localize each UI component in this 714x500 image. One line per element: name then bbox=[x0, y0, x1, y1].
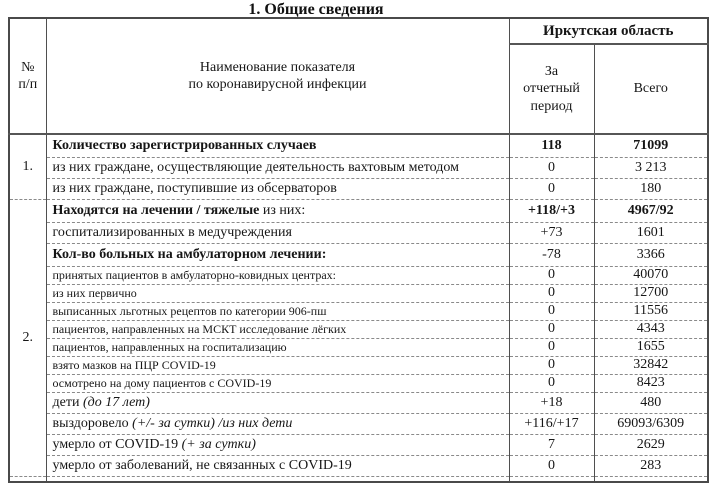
value-period: 0 bbox=[509, 374, 594, 392]
indicator-label-part: из них граждане, осуществляющие деятельность вахтовым методом bbox=[52, 159, 459, 175]
table-row bbox=[9, 302, 708, 320]
value-period: -78 bbox=[509, 243, 594, 266]
value-total: 4343 bbox=[594, 320, 708, 338]
value-period: 0 bbox=[509, 455, 594, 476]
indicator-label bbox=[46, 302, 509, 320]
value-total: 3366 bbox=[594, 243, 708, 266]
col-header-indicator bbox=[46, 18, 509, 134]
next-row-cutoff bbox=[9, 476, 708, 482]
indicator-label-part: дети bbox=[52, 394, 83, 410]
table-row bbox=[9, 392, 708, 413]
cutoff-cell bbox=[9, 476, 46, 482]
indicator-label bbox=[46, 320, 509, 338]
col-header-num-line2: п/п bbox=[18, 77, 38, 92]
indicator-label-part: умерло от заболеваний, не связанных с COVID-19 bbox=[52, 457, 352, 473]
col-header-num bbox=[9, 18, 46, 134]
indicator-label-part: Кол-во больных на амбулаторном лечении: bbox=[52, 246, 327, 262]
table-row bbox=[9, 157, 708, 178]
page-title: 1. Общие сведения bbox=[248, 1, 384, 18]
row-group-number: 2. bbox=[9, 199, 46, 476]
value-period: 0 bbox=[509, 266, 594, 284]
indicator-label bbox=[46, 178, 509, 199]
indicator-label-part: умерло от COVID-19 bbox=[52, 436, 182, 452]
indicator-label-part: (+/- за сутки) /из них дети bbox=[132, 415, 293, 431]
value-total: 480 bbox=[594, 392, 708, 413]
col-header-region: Иркутская область bbox=[509, 18, 708, 44]
col-header-num-line1: № bbox=[21, 59, 35, 75]
table-footer-cutoff bbox=[9, 476, 708, 482]
indicator-label bbox=[46, 222, 509, 243]
value-period: 0 bbox=[509, 320, 594, 338]
indicator-label-part: выписанных льготных рецептов по категории 906-пш bbox=[52, 303, 327, 318]
table-row bbox=[9, 320, 708, 338]
cutoff-cell bbox=[46, 476, 509, 482]
value-period: 0 bbox=[509, 356, 594, 374]
row-group-number: 1. bbox=[9, 134, 46, 199]
table-row bbox=[9, 434, 708, 455]
value-period: +116/+17 bbox=[509, 413, 594, 434]
indicator-label-part: осмотрено на дому пациентов с COVID-19 bbox=[52, 375, 272, 390]
indicator-label-part: Находятся на лечении / тяжелые bbox=[52, 202, 260, 218]
value-total: 1601 bbox=[594, 222, 708, 243]
indicator-label bbox=[46, 243, 509, 266]
indicator-label bbox=[46, 413, 509, 434]
table-row bbox=[9, 374, 708, 392]
indicator-label-part: выздоровело bbox=[52, 415, 133, 431]
value-total: 8423 bbox=[594, 374, 708, 392]
value-total: 40070 bbox=[594, 266, 708, 284]
indicator-label-part: (+ за сутки) bbox=[181, 436, 256, 452]
cutoff-cell bbox=[594, 476, 708, 482]
indicator-label-part: пациентов, направленных на МСКТ исследование лёгких bbox=[52, 321, 347, 336]
table-row bbox=[9, 222, 708, 243]
indicator-label bbox=[46, 434, 509, 455]
col-header-period: За отчетный период bbox=[509, 44, 594, 134]
value-total: 2629 bbox=[594, 434, 708, 455]
indicator-label-part: принятых пациентов в амбулаторно-ковидных центрах: bbox=[52, 267, 337, 282]
table-row bbox=[9, 356, 708, 374]
value-total: 180 bbox=[594, 178, 708, 199]
general-info-table bbox=[8, 17, 709, 483]
indicator-label-part: (до 17 лет) bbox=[82, 394, 150, 410]
indicator-label bbox=[46, 134, 509, 157]
value-period: 0 bbox=[509, 284, 594, 302]
indicator-label bbox=[46, 338, 509, 356]
indicator-label-part: из них: bbox=[259, 202, 306, 218]
value-period: 0 bbox=[509, 338, 594, 356]
indicator-label-part: из них первично bbox=[52, 285, 137, 300]
table-row bbox=[9, 134, 708, 157]
table-row bbox=[9, 413, 708, 434]
col-header-total: Всего bbox=[594, 44, 708, 134]
header-row-region bbox=[9, 18, 708, 44]
table-row bbox=[9, 178, 708, 199]
value-total: 283 bbox=[594, 455, 708, 476]
cutoff-cell bbox=[509, 476, 594, 482]
table-row bbox=[9, 266, 708, 284]
value-total: 1655 bbox=[594, 338, 708, 356]
table-row bbox=[9, 243, 708, 266]
value-total: 3 213 bbox=[594, 157, 708, 178]
value-period: +118/+3 bbox=[509, 199, 594, 222]
indicator-label-part: госпитализированных в медучреждения bbox=[52, 224, 292, 240]
table-row bbox=[9, 199, 708, 222]
value-total: 32842 bbox=[594, 356, 708, 374]
col-header-indicator-line2: по коронавирусной инфекции bbox=[188, 77, 367, 92]
indicator-label-part: из них граждане, поступившие из обсерваторов bbox=[52, 180, 337, 196]
value-period: +73 bbox=[509, 222, 594, 243]
indicator-label bbox=[46, 199, 509, 222]
indicator-label-part: Количество зарегистрированных случаев bbox=[52, 137, 317, 153]
indicator-label bbox=[46, 374, 509, 392]
value-period: +18 bbox=[509, 392, 594, 413]
value-total: 69093/6309 bbox=[594, 413, 708, 434]
value-period: 0 bbox=[509, 157, 594, 178]
table-body bbox=[9, 134, 708, 476]
value-total: 4967/92 bbox=[594, 199, 708, 222]
indicator-label bbox=[46, 455, 509, 476]
indicator-label-part: взято мазков на ПЦР COVID-19 bbox=[52, 357, 216, 372]
value-period: 7 bbox=[509, 434, 594, 455]
col-header-indicator-line1: Наименование показателя bbox=[199, 59, 356, 75]
indicator-label bbox=[46, 356, 509, 374]
indicator-label bbox=[46, 392, 509, 413]
indicator-label-part: пациентов, направленных на госпитализацию bbox=[52, 339, 287, 354]
table-header bbox=[9, 18, 708, 134]
value-total: 71099 bbox=[594, 134, 708, 157]
indicator-label bbox=[46, 157, 509, 178]
indicator-label bbox=[46, 266, 509, 284]
value-period: 118 bbox=[509, 134, 594, 157]
table-row bbox=[9, 284, 708, 302]
value-period: 0 bbox=[509, 178, 594, 199]
value-period: 0 bbox=[509, 302, 594, 320]
table-row bbox=[9, 338, 708, 356]
table-row bbox=[9, 455, 708, 476]
value-total: 11556 bbox=[594, 302, 708, 320]
indicator-label bbox=[46, 284, 509, 302]
value-total: 12700 bbox=[594, 284, 708, 302]
